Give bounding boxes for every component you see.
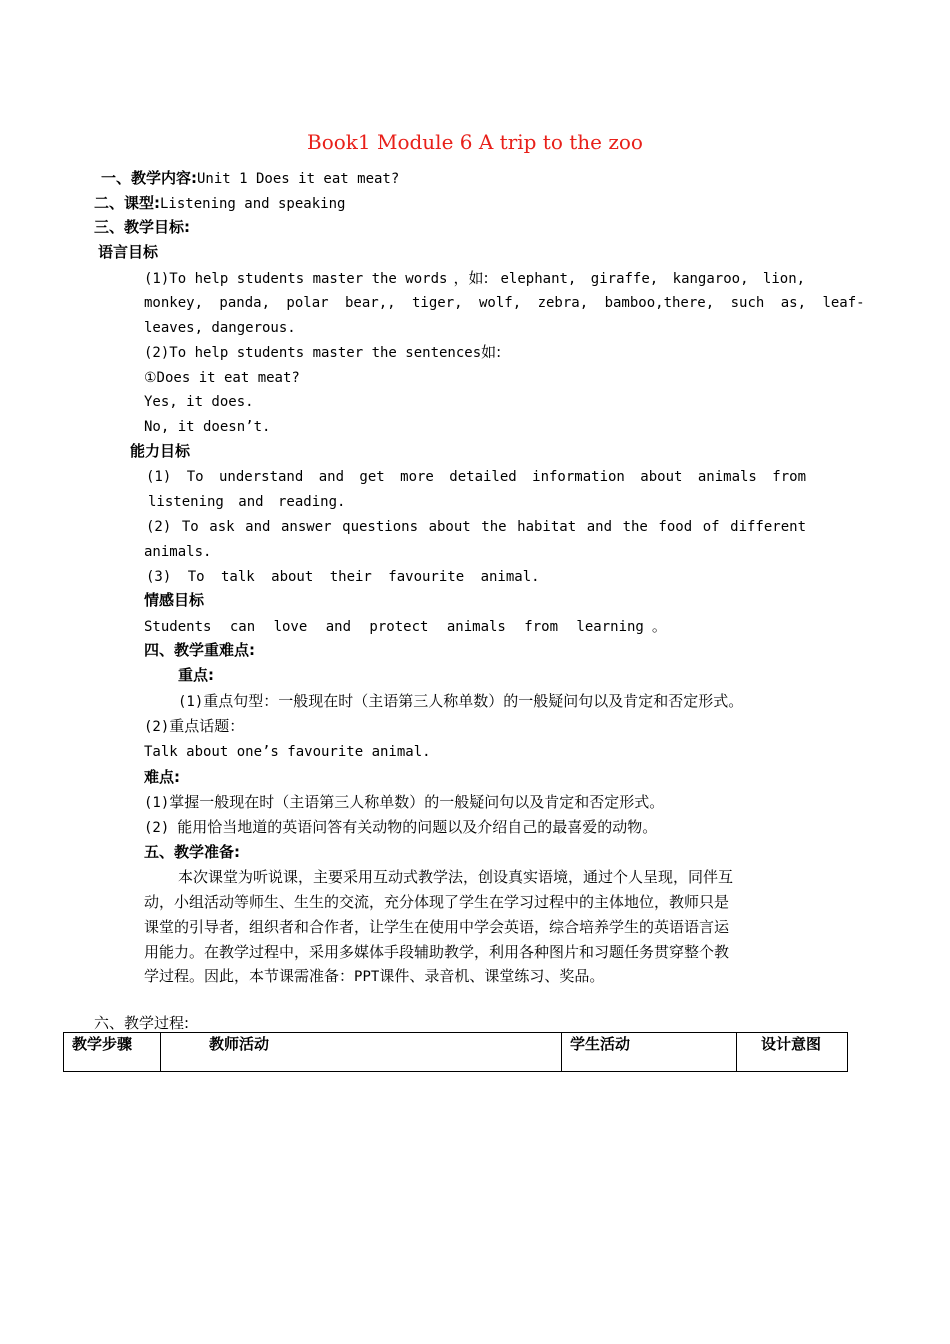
section-6-label: 六、教学过程: — [94, 1014, 190, 1032]
sentences-intro-text: (2)To help students master the sentences — [144, 345, 482, 361]
ability-goal-3: (3) To talk about their favourite animal. — [146, 569, 540, 585]
key-point-1-number: (1) — [178, 694, 204, 710]
section-2-value: Listening and speaking — [160, 196, 346, 212]
key-point-1 — [178, 691, 743, 712]
section-5-label: 五、教学准备: — [144, 843, 240, 861]
sentences-rumarker: 如: — [481, 343, 502, 361]
emotion-goal-period: 。 — [651, 617, 667, 635]
difficult-point-2-text: 能用恰当地道的英语问答有关动物的问题以及介绍自己的最喜爱的动物。 — [177, 818, 658, 836]
emotion-goal — [144, 616, 667, 637]
header-cell-design: 设计意图 — [737, 1033, 848, 1072]
ability-goal-2: (2) To ask and answer questions about the habitat and the food of different — [146, 519, 806, 535]
teaching-process-table — [63, 1032, 848, 1072]
prep-paragraph-line-2: 动，小组活动等师生、生生的交流，充分体现了学生在学习过程中的主体地位，教师只是 — [144, 893, 730, 911]
section-2 — [94, 193, 345, 214]
words-list-3: leaves, dangerous. — [144, 320, 296, 336]
prep-line-5-ppt: PPT — [354, 969, 380, 985]
sentences-intro — [144, 342, 501, 363]
ability-goal-1: (1) To understand and get more detailed information about animals from — [146, 469, 806, 485]
prep-paragraph-line-1: 本次课堂为听说课，主要采用互动式教学法，创设真实语境，通过个人呈现，同伴互 — [178, 868, 734, 886]
words-intro: (1)To help students master the words — [144, 271, 448, 287]
difficult-points-heading: 难点: — [144, 768, 180, 786]
sentence-question: ①Does it eat meat? — [144, 370, 300, 386]
prep-paragraph-line-3: 课堂的引导者，组织者和合作者，让学生在使用中学会英语，综合培养学生的英语语言运 — [144, 918, 730, 936]
prep-line-5-end: 课件、录音机、课堂练习、奖品。 — [379, 967, 605, 985]
prep-paragraph-line-5 — [144, 966, 604, 987]
key-point-2-label: 重点话题： — [169, 717, 245, 735]
language-goal-line-1 — [144, 268, 805, 289]
header-cell-step: 教学步骤 — [64, 1033, 161, 1072]
ability-goal-heading: 能力目标 — [130, 442, 191, 460]
key-topic-text: Talk about one’s favourite animal. — [144, 744, 431, 760]
emotion-goal-text: Students can love and protect animals from learning — [144, 619, 644, 635]
section-4-label: 四、教学重难点: — [144, 641, 255, 659]
section-1 — [101, 168, 399, 189]
key-point-2-number: (2) — [144, 719, 170, 735]
emotion-goal-heading: 情感目标 — [144, 591, 205, 609]
header-cell-student: 学生活动 — [562, 1033, 737, 1072]
sentence-no: No, it doesn’t. — [144, 419, 271, 435]
header-cell-teacher: 教师活动 — [161, 1033, 562, 1072]
section-2-label: 二、课型: — [94, 194, 160, 212]
section-3-label: 三、教学目标: — [94, 218, 190, 236]
key-point-1-text: 重点句型：一般现在时（主语第三人称单数）的一般疑问句以及肯定和否定形式。 — [203, 692, 744, 710]
ability-goal-2-cont: animals. — [144, 544, 212, 560]
difficult-point-2 — [144, 817, 657, 838]
difficult-point-1-text: 掌握一般现在时（主语第三人称单数）的一般疑问句以及肯定和否定形式。 — [169, 793, 665, 811]
language-goal-heading: 语言目标 — [98, 243, 159, 261]
prep-line-5-start: 学过程。因此，本节课需准备： — [144, 967, 355, 985]
section-1-label: 一、教学内容: — [101, 169, 197, 187]
prep-paragraph-line-4: 用能力。在教学过程中，采用多媒体手段辅助教学，利用各种图片和习题任务贯穿整个教 — [144, 943, 730, 961]
words-list-2: monkey, panda, polar bear,, tiger, wolf, zebra, bamboo,there, such as, leaf- — [144, 295, 865, 311]
difficult-point-1 — [144, 792, 664, 813]
table-header-row — [64, 1033, 848, 1072]
words-rumarker: ，如: — [453, 269, 489, 287]
document-title: Book1 Module 6 A trip to the zoo — [307, 130, 643, 154]
ability-goal-1-cont: listening and reading. — [148, 494, 346, 510]
key-points-heading: 重点: — [178, 666, 214, 684]
words-list-1: elephant, giraffe, kangaroo, lion, — [500, 271, 806, 287]
section-1-value: Unit 1 Does it eat meat? — [197, 171, 400, 187]
key-point-2 — [144, 716, 244, 737]
sentence-yes: Yes, it does. — [144, 394, 254, 410]
difficult-point-2-number: (2) — [144, 820, 170, 836]
difficult-point-1-number: (1) — [144, 795, 170, 811]
